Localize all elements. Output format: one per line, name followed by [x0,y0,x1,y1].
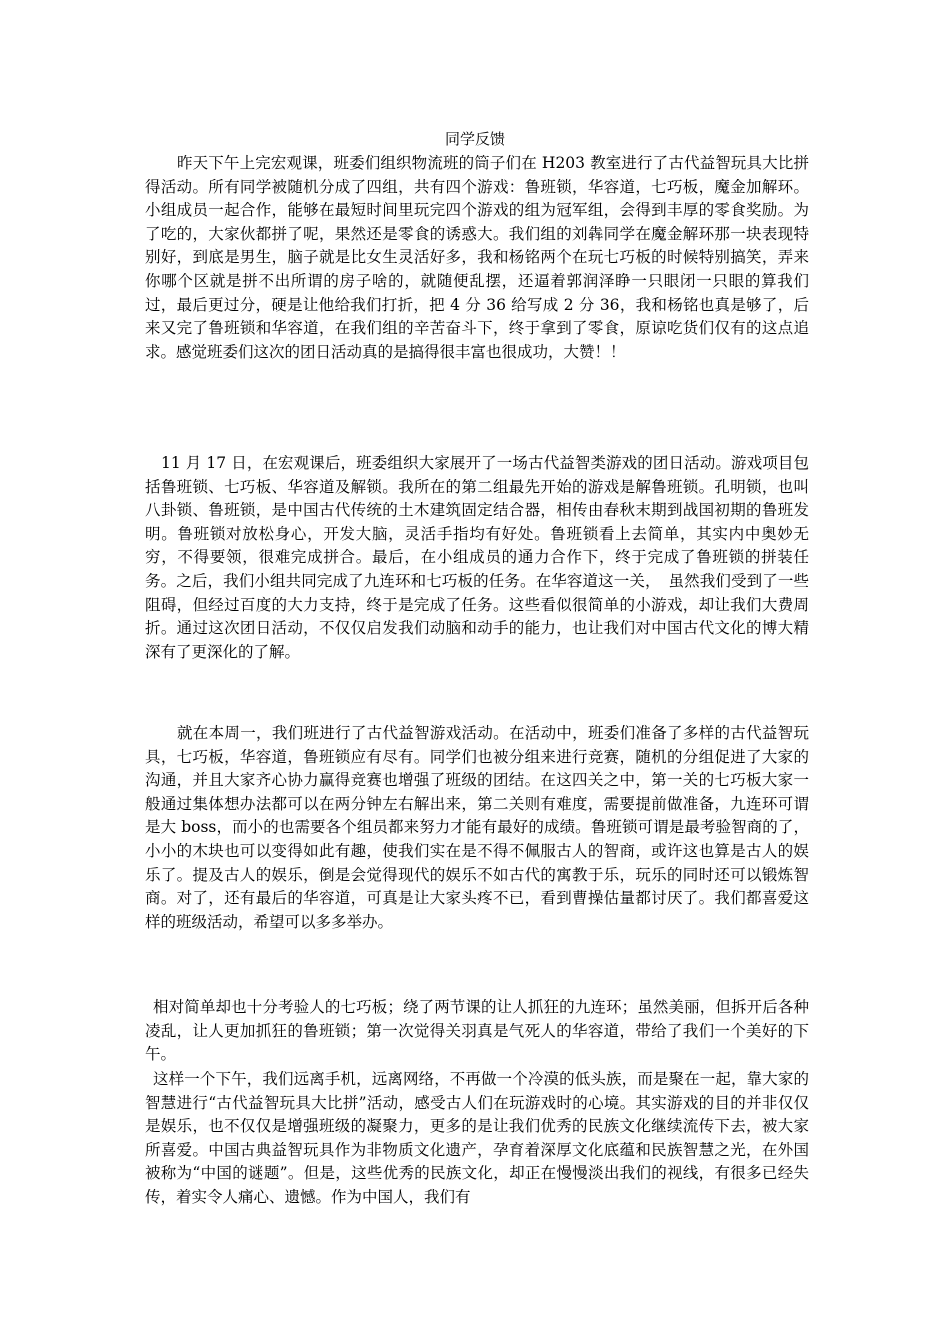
paragraph-5: 这样一个下午，我们远离手机，远离网络，不再做一个冷漠的低头族，而是聚在一起，靠大家的智慧进行“古代益智玩具大比拼”活动，感受古人们在玩游戏时的心境。其实游戏的目的并非仅仅是娱乐，也不仅仅是增强班级的凝聚力，更多的是让我们优秀的民族文化继续流传下去，被大家所喜爱。中国古典益智玩具作为非物质文化遗产，孕育着深厚文化底蕴和民族智慧之光，在外国被称为“中国的谜题”。但是，这些优秀的民族文化，却正在慢慢淡出我们的视线，有很多已经失传，着实令人痛心、遗憾。作为中国人，我们有 [145,1070,809,1206]
paragraph-2: 11 月 17 日，在宏观课后，班委组织大家展开了一场古代益智类游戏的团日活动。游戏项目包括鲁班锁、七巧板、华容道及解锁。我所在的第二组最先开始的游戏是解鲁班锁。孔明锁，也叫八卦锁、鲁班锁，是中国古代传统的土木建筑固定结合器，相传由春秋末期到战国初期的鲁班发明。鲁班锁对放松身心，开发大脑，灵活手指均有好处。鲁班锁看上去简单，其实内中奥妙无穷，不得要领，很难完成拼合。最后，在小组成员的通力合作下，终于完成了鲁班锁的拼装任务。之后，我们小组共同完成了九连环和七巧板的任务。在华容道这一关， 虽然我们受到了一些阻碍，但经过百度的大力支持，终于是完成了任务。这些看似很简单的小游戏，却让我们大费周折。通过这次团日活动，不仅仅启发我们动脑和动手的能力，也让我们对中国古代文化的博大精深有了更深化的了解。 [145,454,809,661]
paragraph-4: 相对简单却也十分考验人的七巧板；绕了两节课的让人抓狂的九连环；虽然美丽，但拆开后各种凌乱，让人更加抓狂的鲁班锁；第一次觉得关羽真是气死人的华容道，带给了我们一个美好的下午。 [145,998,809,1064]
document-title: 同学反馈 [444,130,505,148]
paragraph-1: 昨天下午上完宏观课，班委们组织物流班的筒子们在 H203 教室进行了古代益智玩具大比拼得活动。所有同学被随机分成了四组，共有四个游戏：鲁班锁，华容道，七巧板，魔金加解环。小组成员一起合作，能够在最短时间里玩完四个游戏的组为冠军组，会得到丰厚的零食奖励。为了吃的，大家伙都拼了呢，果然还是零食的诱惑大。我们组的刘犇同学在魔金解环那一块表现特别好，到底是男生，脑子就是比女生灵活好多，我和杨铭两个在玩七巧板的时候特别搞笑，弄来你哪个区就是拼不出所谓的房子啥的，就随便乱摆，还逼着郭润泽睁一只眼闭一只眼的算我们过，最后更过分，硬是让他给我们打折，把 4 分 36 给写成 2 分 36，我和杨铭也真是够了，后来又完了鲁班锁和华容道，在我们组的辛苦奋斗下，终于拿到了零食，原谅吃货们仅有的这点追求。感觉班委们这次的团日活动真的是搞得很丰富也很成功，大赞！！ [145,154,809,361]
paragraph-3: 就在本周一，我们班进行了古代益智游戏活动。在活动中，班委们准备了多样的古代益智玩具，七巧板，华容道，鲁班锁应有尽有。同学们也被分组来进行竞赛，随机的分组促进了大家的沟通，并且大家齐心协力赢得竞赛也增强了班级的团结。在这四关之中，第一关的七巧板大家一般通过集体想办法都可以在两分钟左右解出来，第二关则有难度，需要提前做准备，九连环可谓是大 boss，而小的也需要各个组员都来努力才能有最好的成绩。鲁班锁可谓是最考验智商的了，小小的木块也可以变得如此有趣，使我们实在是不得不佩服古人的智商，或许这也算是古人的娱乐了。提及古人的娱乐，倒是会觉得现代的娱乐不如古代的寓教于乐，玩乐的同时还可以锻炼智商。对了，还有最后的华容道，可真是让大家头疼不已，看到曹操估量都讨厌了。我们都喜爱这样的班级活动，希望可以多多举办。 [145,724,809,931]
